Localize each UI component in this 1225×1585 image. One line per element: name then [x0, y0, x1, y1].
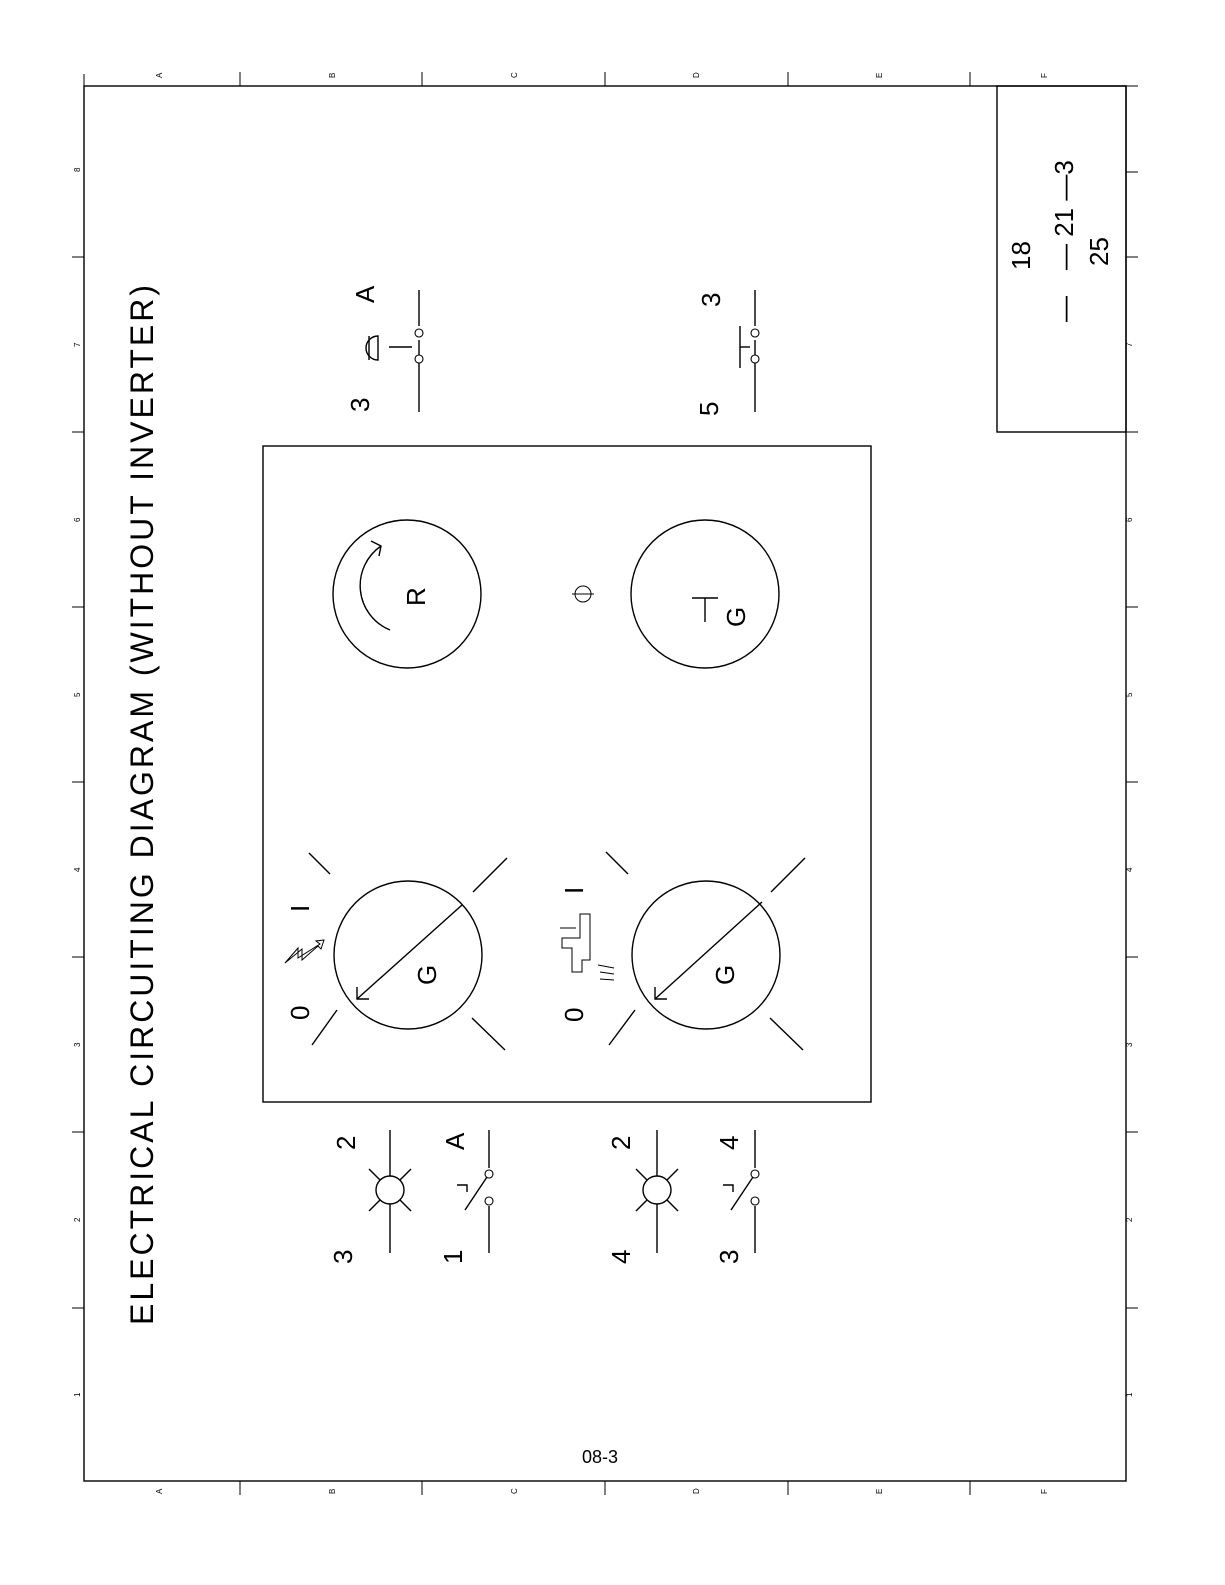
- zone-ruler-right: [1125, 172, 1138, 1397]
- rpm-gauge: [333, 520, 481, 668]
- rotation-arrow-icon: [360, 546, 390, 630]
- pushbutton-top: [345, 285, 423, 412]
- zone-number-right-5: 5: [1125, 692, 1134, 697]
- lamp-right-out: 2: [606, 1135, 636, 1150]
- diagram-title: ELECTRICAL CIRCUITING DIAGRAM (WITHOUT INVERTER): [124, 281, 160, 1325]
- gauge-2-position-1: I: [559, 886, 589, 894]
- zone-number-left-8: 8: [73, 167, 82, 172]
- pushbutton-bottom-in: 5: [694, 401, 724, 416]
- gauge-1-position-0: 0: [285, 1005, 315, 1020]
- pushbutton-top-out: A: [350, 285, 380, 303]
- zone-number-left-6: 6: [73, 517, 82, 522]
- lamp-left-out: 2: [331, 1135, 361, 1150]
- indicator-lamp-right: [606, 1130, 678, 1264]
- zone-number-right-3: 3: [1125, 1042, 1134, 1047]
- zone-letter-top-f: F: [1040, 73, 1049, 78]
- lightning-icon: [285, 940, 324, 963]
- rpm-gauge-letter: R: [401, 587, 431, 606]
- instrument-panel: [263, 446, 871, 1102]
- zone-number-left-7: 7: [73, 342, 82, 347]
- zone-number-left-2: 2: [73, 1217, 82, 1222]
- zone-ruler-top: [84, 72, 1138, 86]
- zone-letter-bottom-a: A: [155, 1488, 164, 1494]
- zone-letter-bottom-e: E: [875, 1488, 884, 1494]
- zone-number-left-3: 3: [73, 1042, 82, 1047]
- title-block-line-2: — 21 —3: [1049, 160, 1079, 270]
- temperature-gauge: [572, 520, 779, 668]
- zone-letter-bottom-c: C: [510, 1488, 519, 1494]
- indicator-lamp-left: [328, 1130, 411, 1264]
- pushbutton-bottom: [694, 290, 759, 416]
- zone-number-right-7: 7: [1125, 342, 1134, 347]
- pushbutton-top-in: 3: [345, 397, 375, 412]
- switch-left: [438, 1130, 493, 1264]
- zone-number-right-4: 4: [1125, 867, 1134, 872]
- gauge-2-position-0: 0: [559, 1007, 589, 1022]
- zone-letter-bottom-b: B: [328, 1488, 337, 1494]
- zone-ruler-bottom: [155, 1481, 1049, 1495]
- zone-letter-bottom-f: F: [1040, 1489, 1049, 1494]
- zone-number-right-6: 6: [1125, 517, 1134, 522]
- gauge-1-letter: G: [412, 964, 442, 985]
- zone-number-left-1: 1: [73, 1392, 82, 1397]
- zone-number-right-2: 2: [1125, 1217, 1134, 1222]
- zone-letter-top-e: E: [875, 72, 884, 78]
- title-block: [997, 86, 1126, 432]
- zone-letter-top-a: A: [155, 72, 164, 78]
- zone-number-right-1: 1: [1125, 1392, 1134, 1397]
- title-block-line-1: 18: [1006, 241, 1036, 270]
- title-block-line-3: 25: [1084, 237, 1114, 266]
- zone-number-left-5: 5: [73, 692, 82, 697]
- zone-number-left-4: 4: [73, 867, 82, 872]
- temperature-gauge-letter: G: [721, 606, 751, 627]
- lamp-left-in: 3: [328, 1249, 358, 1264]
- drawing-border: [84, 86, 1126, 1481]
- glow-plug-icon: [562, 914, 590, 972]
- lamp-right-in: 4: [606, 1249, 636, 1264]
- gauge-2: [559, 852, 805, 1050]
- switch-right-out: 4: [714, 1135, 744, 1150]
- zone-ruler-left: [72, 167, 84, 1397]
- switch-left-out: A: [440, 1132, 470, 1150]
- gauge-2-letter: G: [710, 964, 740, 985]
- zone-letter-top-b: B: [328, 72, 337, 78]
- zone-letter-bottom-d: D: [692, 1488, 701, 1494]
- zone-letter-top-c: C: [510, 72, 519, 78]
- gauge-1: [285, 853, 507, 1050]
- pushbutton-bottom-out: 3: [696, 292, 726, 307]
- zone-letter-top-d: D: [692, 72, 701, 78]
- switch-right: [714, 1130, 759, 1264]
- switch-right-in: 3: [714, 1249, 744, 1264]
- switch-left-in: 1: [438, 1249, 468, 1264]
- gauge-1-position-1: I: [285, 904, 315, 912]
- page-number: 08-3: [582, 1447, 619, 1467]
- title-block-line-4: —: [1049, 296, 1079, 322]
